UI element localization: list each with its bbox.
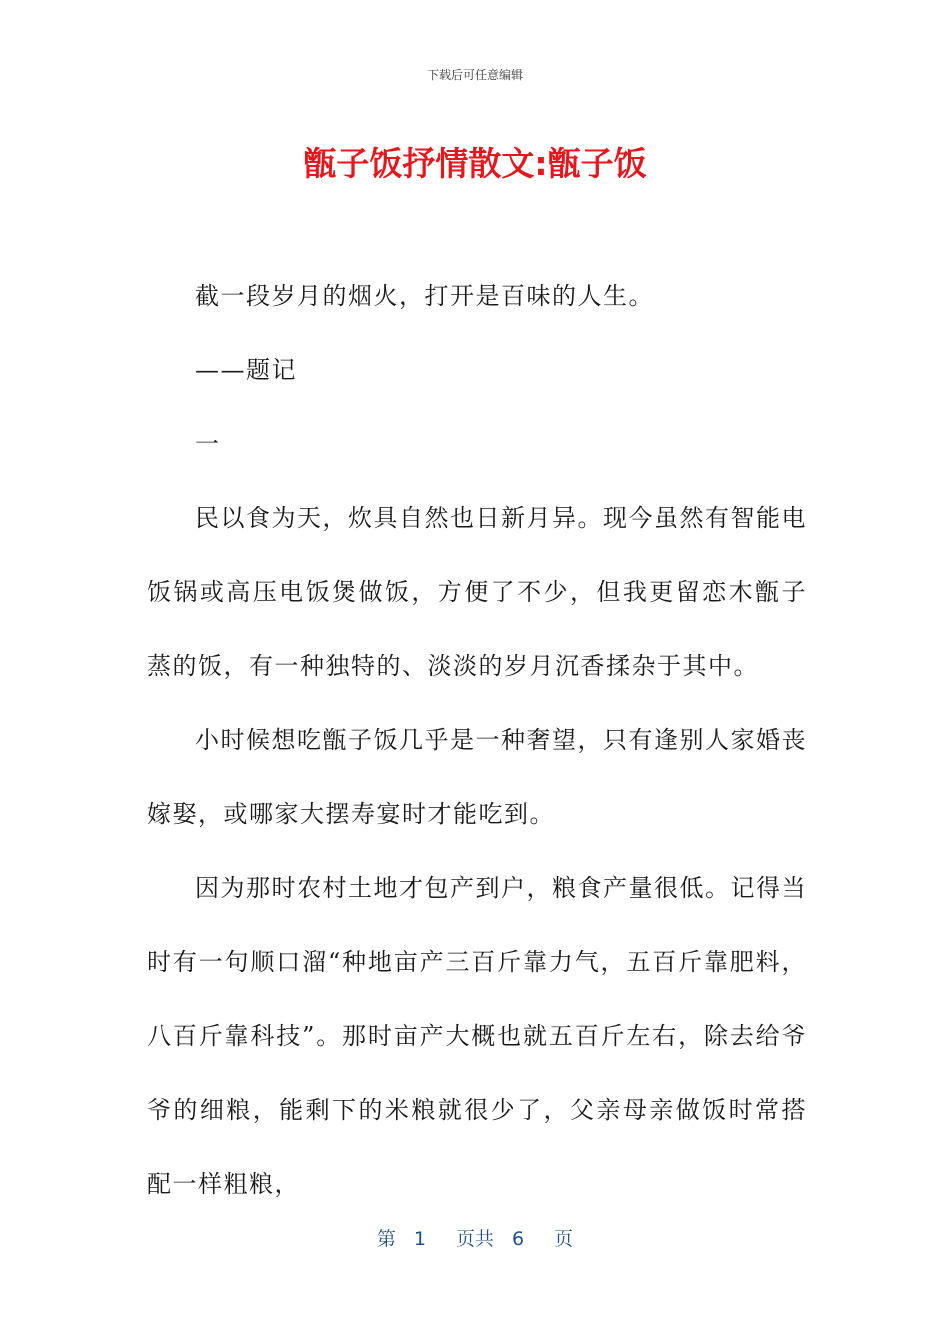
page-footer [0, 1224, 950, 1254]
header-note: 下载后可任意编辑 [426, 68, 523, 82]
document-body [147, 259, 807, 1221]
total-pages-number: 6 [512, 1228, 525, 1250]
section-number: 一 [195, 430, 221, 458]
footer-prefix: 第 [376, 1228, 396, 1250]
current-page-number: 1 [413, 1228, 426, 1250]
paragraph: 民以食为天，炊具自然也日新月异。现今虽然有智能电饭锅或高压电饭煲做饭，方便了不少，但我更留恋木甑子蒸的饭，有一种独特的、淡淡的岁月沉香揉杂于其中。 [147, 504, 807, 680]
footer-mid: 页共 [455, 1228, 494, 1250]
footer-suffix: 页 [554, 1228, 574, 1250]
paragraph: 因为那时农村土地才包产到户，粮食产量很低。记得当时有一句顺口溜“种地亩产三百斤靠力气，五百斤靠肥料，八百斤靠科技”。那时亩产大概也就五百斤左右，除去给爷爷的细粮，能剩下的米粮就很少了，父亲母亲做饭时常搭配一样粗粮， [147, 874, 807, 1198]
paragraph-epigraph-attribution: ——题记 [195, 356, 297, 384]
paragraph: 小时候想吃甑子饭几乎是一种奢望，只有逢别人家婚丧嫁娶，或哪家大摆寿宴时才能吃到。 [147, 726, 807, 828]
paragraph-epigraph: 截一段岁月的烟火，打开是百味的人生。 [195, 282, 654, 310]
document-title: 甑子饭抒情散文:甑子饭 [303, 144, 647, 183]
